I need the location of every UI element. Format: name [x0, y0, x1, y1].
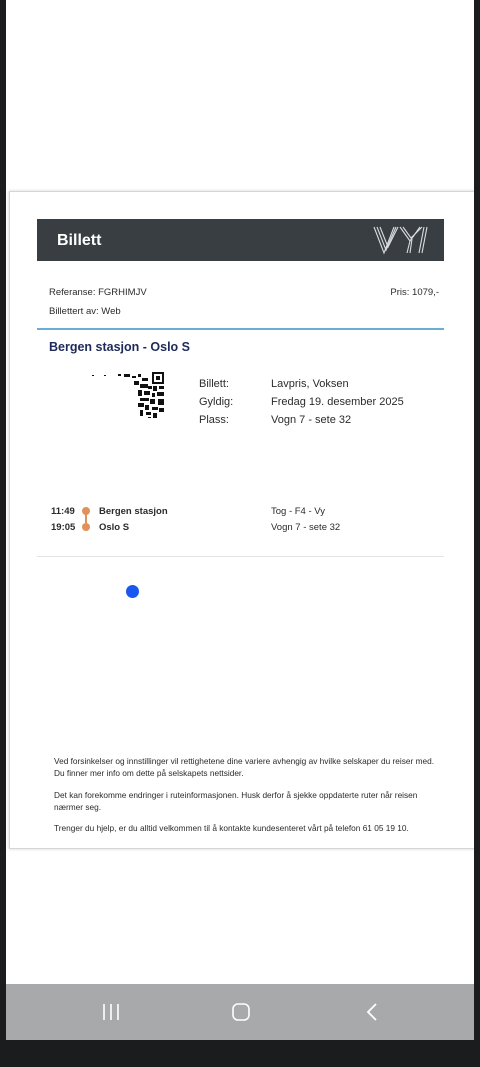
blue-marker-dot — [126, 585, 139, 598]
divider-accent — [37, 328, 444, 330]
ticket-document — [9, 191, 474, 849]
ticket-header-title: Billett — [57, 232, 102, 249]
qr-code-icon — [90, 372, 164, 418]
divider — [37, 556, 444, 557]
back-icon — [363, 1001, 383, 1023]
footnote-route-changes: Det kan forekomme endringer i ruteinformasjonen. Husk derfor å sjekke oppdaterte ruter når reisen nærmer seg. — [54, 790, 418, 812]
ticket-header — [37, 219, 444, 261]
detail-label-valid: Gyldig: — [199, 396, 234, 408]
timeline-connector — [85, 514, 87, 523]
route-title: Bergen stasjon - Oslo S — [49, 340, 191, 354]
departure-station: Bergen stasjon — [99, 506, 168, 517]
detail-value-seat: Vogn 7 - sete 32 — [271, 414, 352, 426]
train-info: Tog - F4 - Vy — [271, 506, 326, 517]
reference-text: Referanse: FGRHIMJV — [49, 287, 147, 298]
price-text: Pris: 1079,- — [390, 287, 439, 298]
arrival-dot-icon — [82, 523, 90, 531]
seat-info: Vogn 7 - sete 32 — [271, 522, 341, 533]
footnote-delays: Ved forsinkelser og innstillinger vil rettighetene dine variere avhengig av hvilke selskaper du reiser med. Du finner mer info om dette på selskapets nettsider. — [54, 756, 435, 778]
detail-value-ticket: Lavpris, Voksen — [271, 378, 349, 390]
footnote-help: Trenger du hjelp, er du alltid velkommen til å kontakte kundesenteret vårt på telefon 61 05 19 10. — [54, 823, 409, 833]
detail-label-ticket: Billett: — [199, 378, 229, 390]
recent-apps-icon — [100, 1002, 122, 1022]
departure-time: 11:49 — [51, 506, 75, 517]
home-button[interactable] — [211, 992, 271, 1032]
recent-apps-button[interactable] — [81, 992, 141, 1032]
arrival-station: Oslo S — [99, 522, 130, 533]
arrival-time: 19:05 — [51, 522, 76, 533]
home-icon — [230, 1001, 252, 1023]
vy-logo-icon — [372, 223, 432, 257]
detail-label-seat: Plass: — [199, 414, 229, 426]
android-nav-bar — [6, 984, 474, 1040]
viewer-screen — [6, 0, 474, 1040]
detail-value-valid: Fredag 19. desember 2025 — [271, 396, 404, 408]
ticketed-by-text: Billettert av: Web — [49, 306, 121, 317]
back-button[interactable] — [343, 992, 403, 1032]
